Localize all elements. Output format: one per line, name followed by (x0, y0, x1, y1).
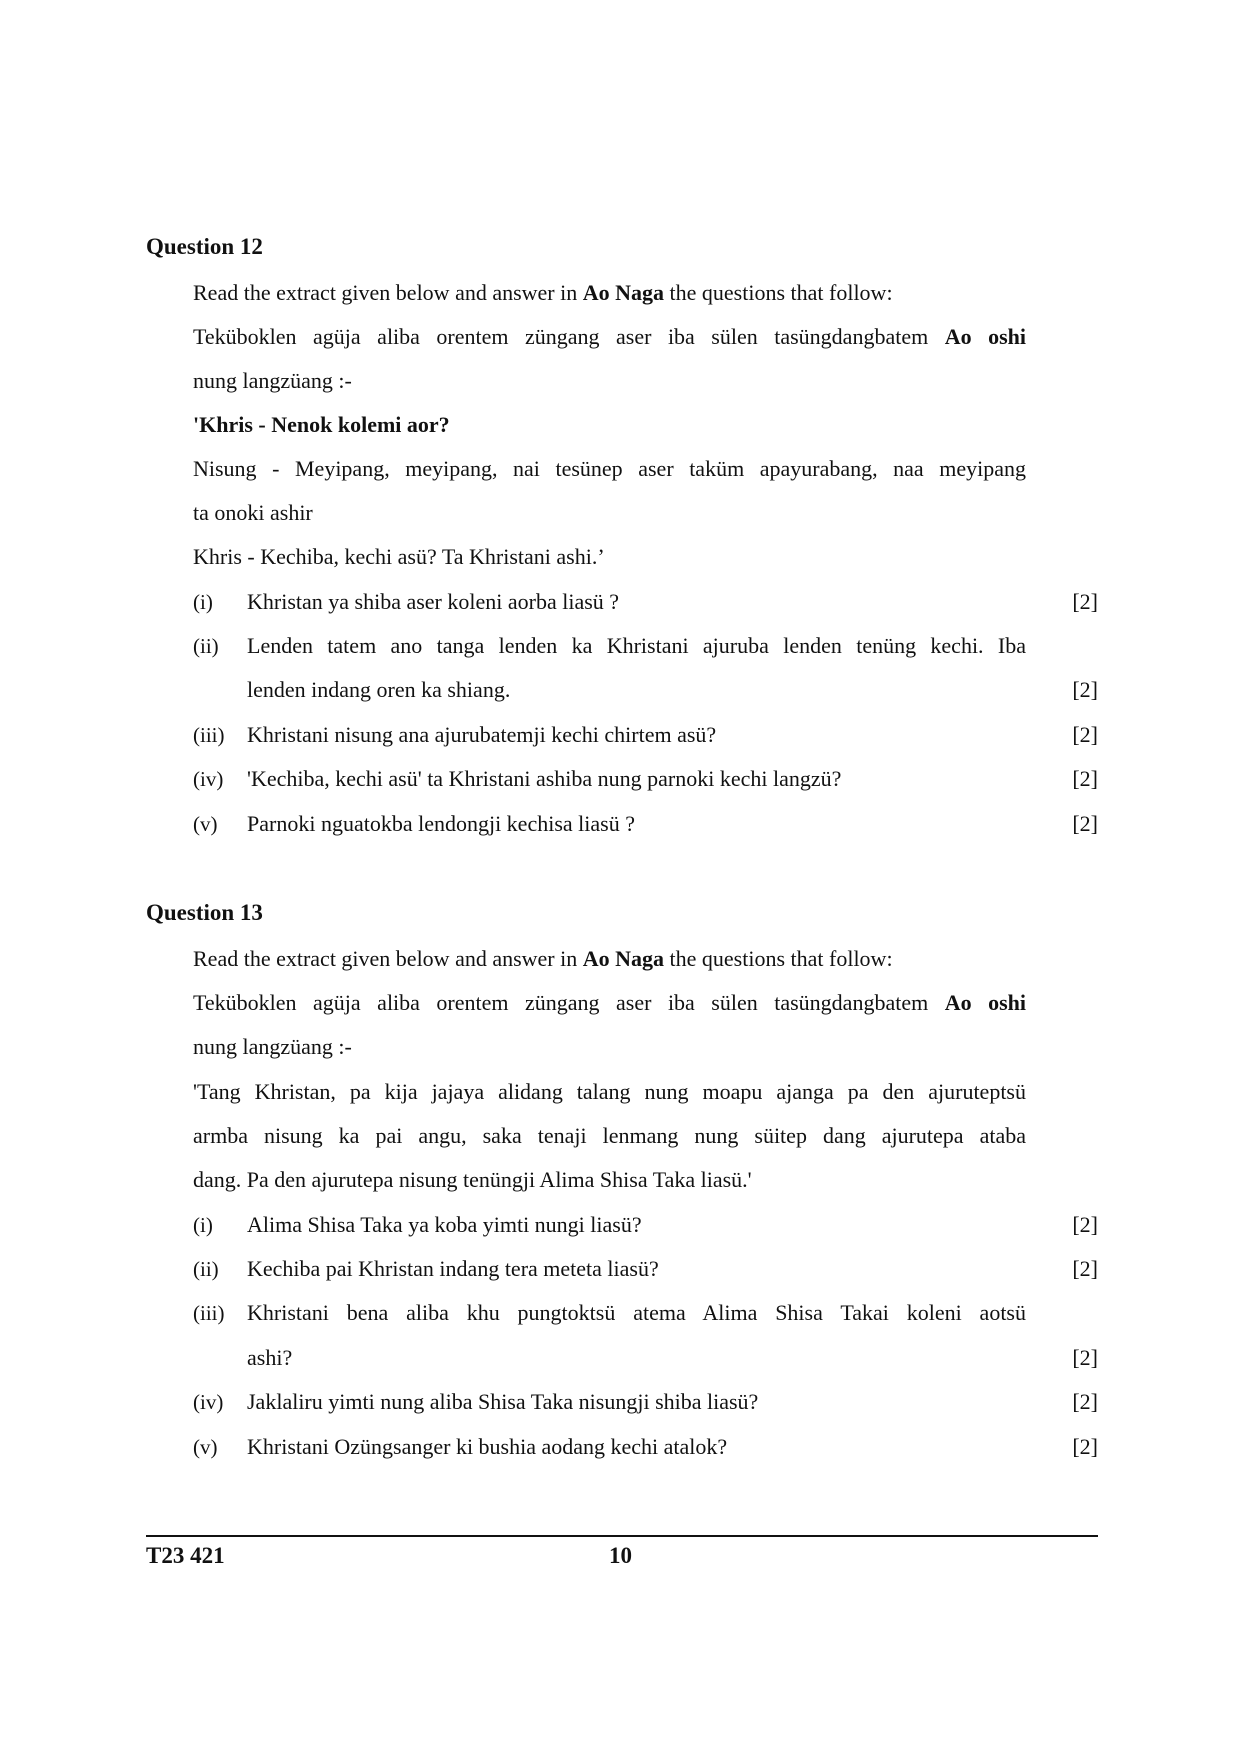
item-text: Khristani bena aliba khu pungtoktsü atema Alima Shisa Takai koleni aotsü (247, 1300, 1026, 1325)
item-text: Khristani nisung ana ajurubatemji kechi chirtem asü? (247, 722, 717, 747)
q13-extract-line-3: dang. Pa den ajurutepa nisung tenüngji Alima Shisa Taka liasü.' (193, 1167, 752, 1192)
item-marks: [2] (1072, 1434, 1098, 1459)
item-number: (iii) (193, 723, 225, 747)
q12-instruction: Read the extract given below and answer in Ao Naga the questions that follow: (193, 280, 893, 305)
q12-instruction-ao-cont: nung langzüang :- (193, 368, 352, 393)
item-text: 'Kechiba, kechi asü' ta Khristani ashiba nung parnoki kechi langzü? (247, 766, 842, 791)
item-number: (iii) (193, 1301, 225, 1325)
item-text: Jaklaliru yimti nung aliba Shisa Taka nisungji shiba liasü? (247, 1389, 759, 1414)
item-text: Lenden tatem ano tanga lenden ka Khristani ajuruba lenden tenüng kechi. Iba (247, 633, 1026, 658)
q12-extract-heading: 'Khris - Nenok kolemi aor? (193, 412, 450, 437)
item-text: Parnoki nguatokba lendongji kechisa liasü ? (247, 811, 635, 836)
item-text: Khristani Ozüngsanger ki bushia aodang kechi atalok? (247, 1434, 728, 1459)
question-12-title: Question 12 (146, 234, 263, 259)
item-number: (v) (193, 1435, 218, 1459)
item-marks: [2] (1072, 766, 1098, 791)
footer-paper-code: T23 421 (146, 1543, 225, 1568)
item-number: (iv) (193, 767, 224, 791)
item-text: Khristan ya shiba aser koleni aorba liasü ? (247, 589, 620, 614)
item-number: (ii) (193, 1257, 219, 1281)
footer-divider (146, 1535, 1098, 1537)
q12-extract-line-1: Nisung - Meyipang, meyipang, nai tesünep aser taküm apayurabang, naa meyipang (193, 456, 1026, 481)
item-marks: [2] (1072, 677, 1098, 702)
item-number: (i) (193, 590, 213, 614)
item-number: (i) (193, 1213, 213, 1237)
item-marks: [2] (1072, 1256, 1098, 1281)
question-13-title: Question 13 (146, 900, 263, 925)
item-text: lenden indang oren ka shiang. (247, 677, 511, 702)
item-marks: [2] (1072, 1345, 1098, 1370)
item-text: Kechiba pai Khristan indang tera meteta liasü? (247, 1256, 659, 1281)
q13-instruction-ao: Teküboklen agüja aliba orentem züngang aser iba sülen tasüngdangbatem Ao oshi (193, 990, 1026, 1015)
footer-page-number: 10 (609, 1543, 632, 1568)
item-text: ashi? (247, 1345, 293, 1370)
q12-extract-line-2: ta onoki ashir (193, 500, 313, 525)
q12-instruction-ao: Teküboklen agüja aliba orentem züngang aser iba sülen tasüngdangbatem Ao oshi (193, 324, 1026, 349)
item-marks: [2] (1072, 1389, 1098, 1414)
q13-extract-line-2: armba nisung ka pai angu, saka tenaji lenmang nung süitep dang ajurutepa ataba (193, 1123, 1026, 1148)
item-number: (iv) (193, 1390, 224, 1414)
item-marks: [2] (1072, 811, 1098, 836)
item-text: Alima Shisa Taka ya koba yimti nungi liasü? (247, 1212, 642, 1237)
item-number: (v) (193, 812, 218, 836)
item-marks: [2] (1072, 722, 1098, 747)
item-marks: [2] (1072, 1212, 1098, 1237)
q12-extract-line-3: Khris - Kechiba, kechi asü? Ta Khristani ashi.’ (193, 544, 605, 569)
q13-instruction-ao-cont: nung langzüang :- (193, 1034, 352, 1059)
q13-instruction: Read the extract given below and answer in Ao Naga the questions that follow: (193, 946, 893, 971)
item-marks: [2] (1072, 589, 1098, 614)
q13-extract-line-1: 'Tang Khristan, pa kija jajaya alidang talang nung moapu ajanga pa den ajuruteptsü (193, 1079, 1026, 1104)
item-number: (ii) (193, 634, 219, 658)
